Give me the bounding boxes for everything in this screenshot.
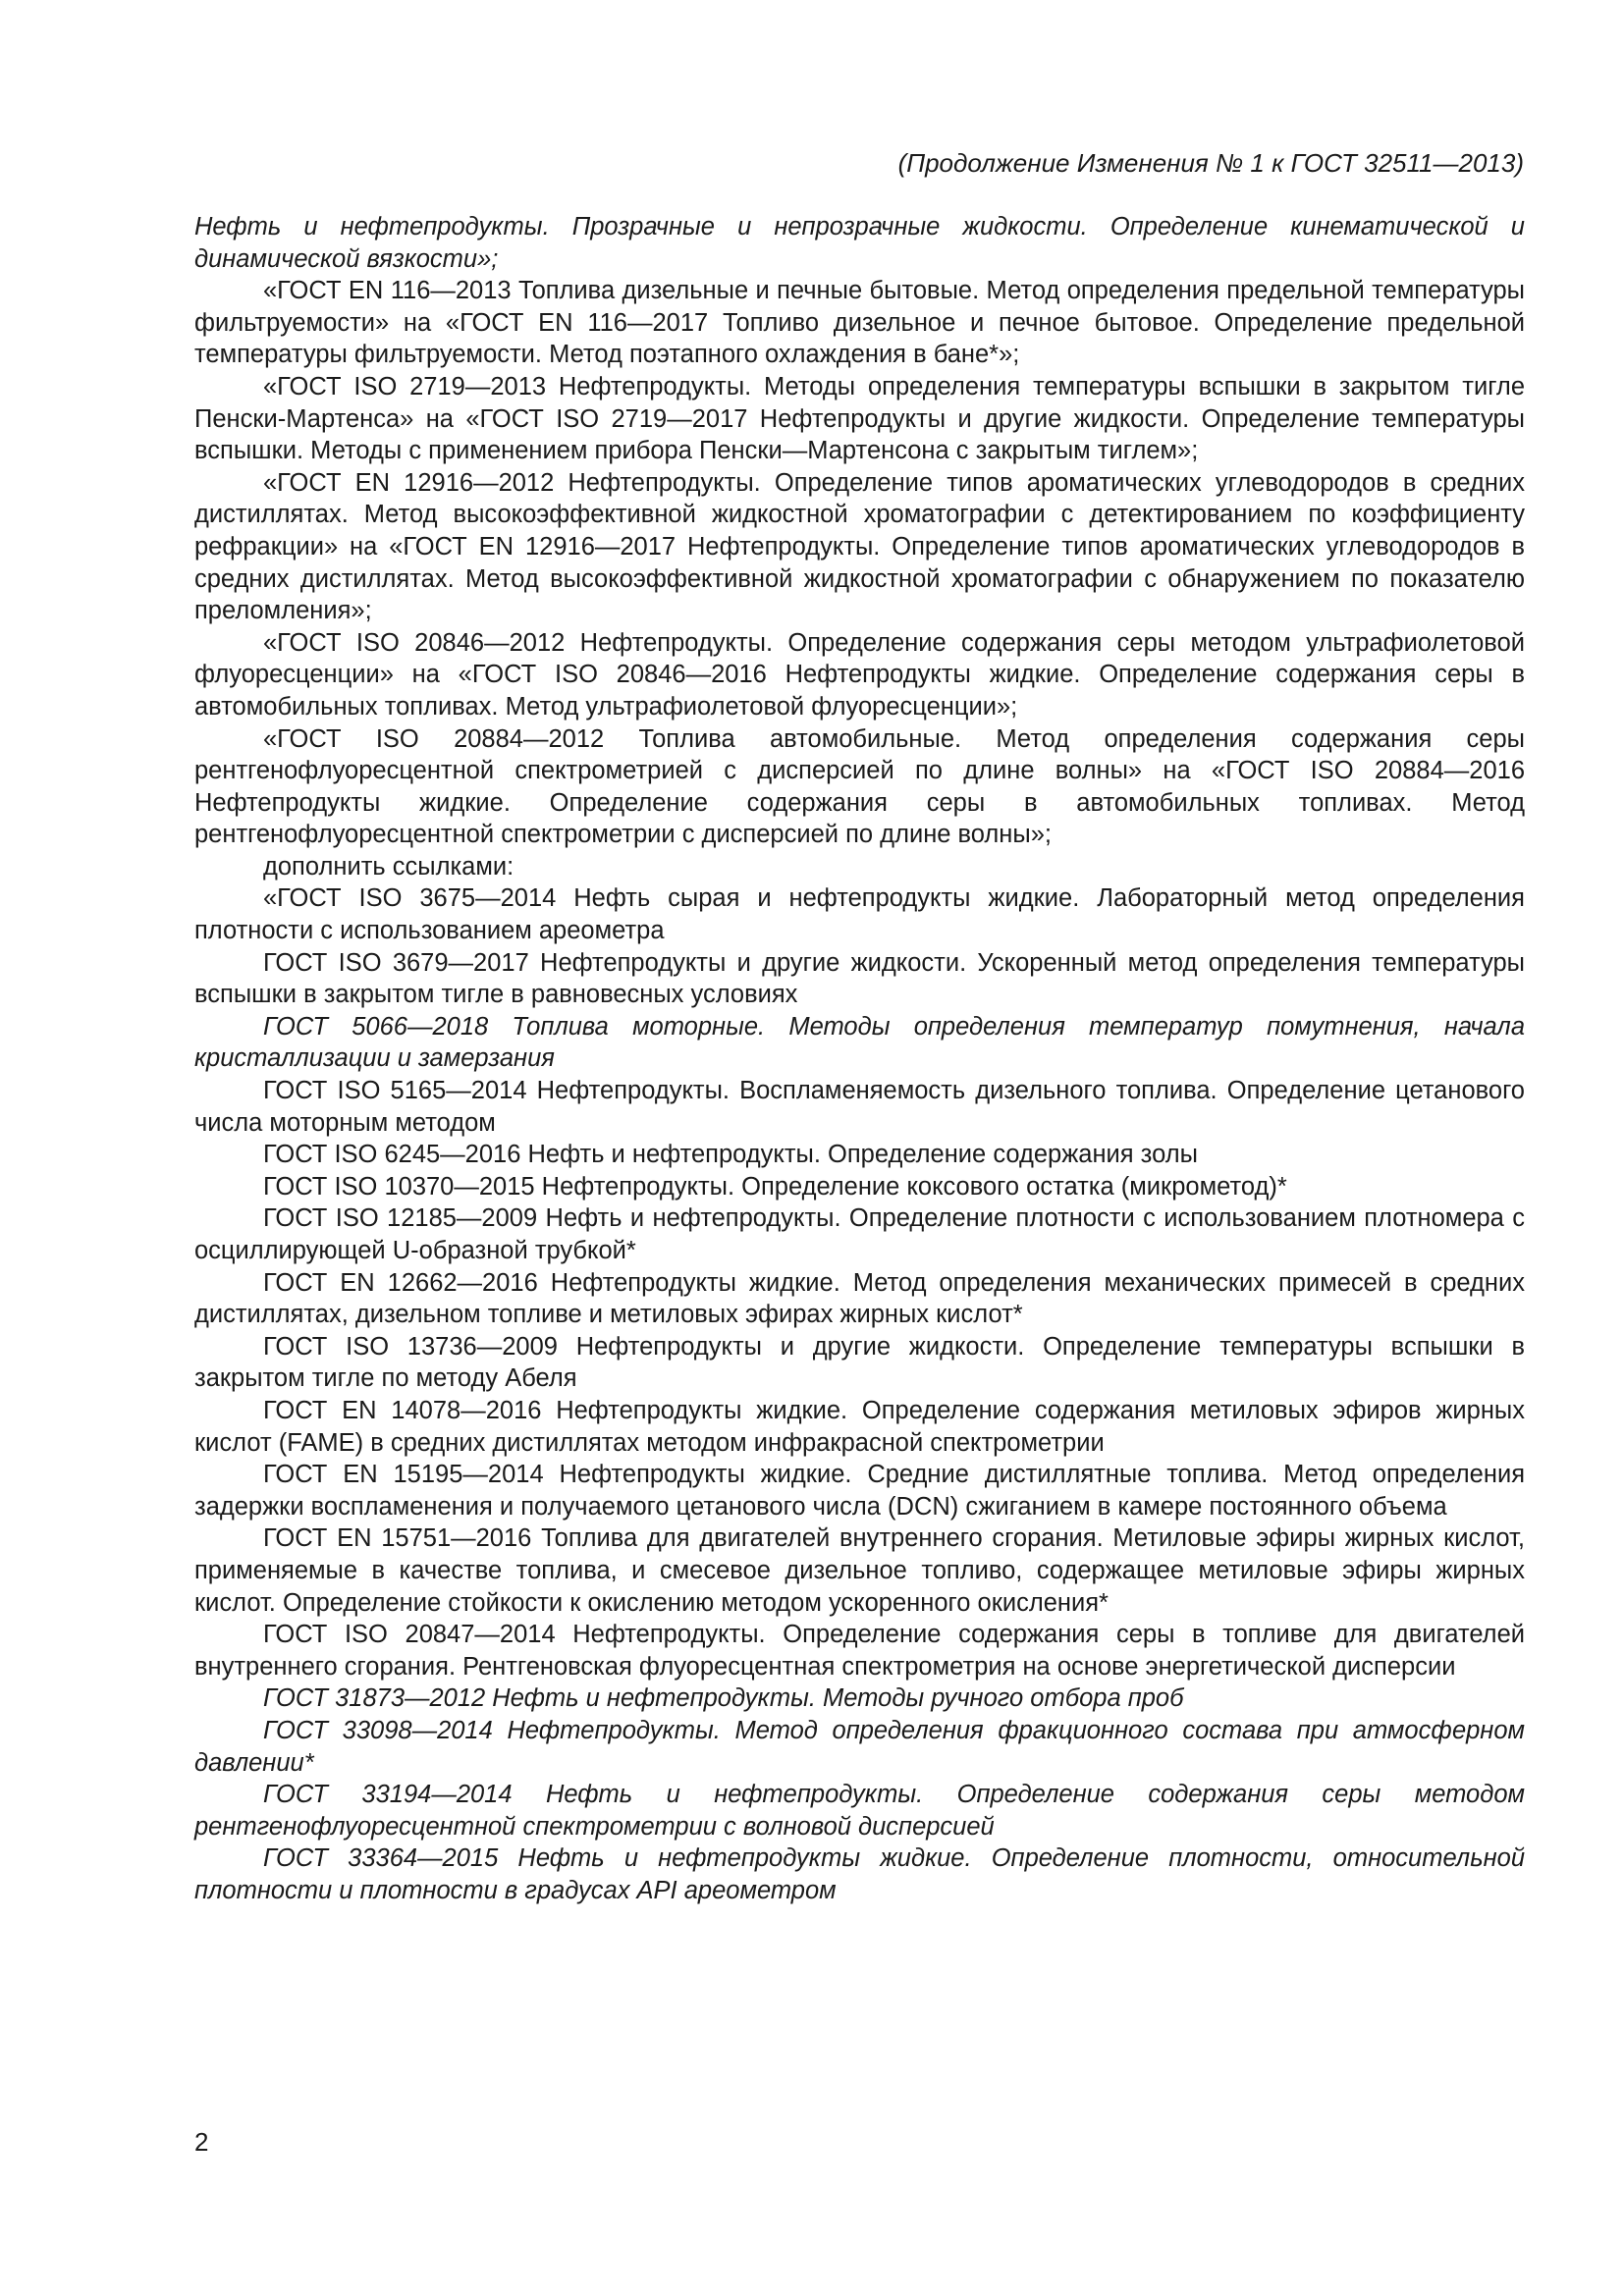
reference-item: ГОСТ EN 15195—2014 Нефтепродукты жидкие. Средние дистиллятные топлива. Метод определения задержки воспламенения и получаемого цетанового числа (DCN) сжиганием в камере постоянного объема xyxy=(194,1461,1525,1521)
paragraph: «ГОСТ EN 12916—2012 Нефтепродукты. Определение типов ароматических углеводородов в средних дистиллятах. Метод высокоэффективной жидкостной хроматографии с детектированием по коэффициенту рефракции» на «ГОСТ EN 12916—2017 Нефтепродукты. Определение типов ароматических углеводородов в средних дистиллятах. Метод высокоэффективной жидкостной хроматографии с обнаружением по показателю преломления»; xyxy=(194,468,1525,625)
document-body xyxy=(194,211,1525,1906)
reference-item: ГОСТ 33098—2014 Нефтепродукты. Метод определения фракционного состава при атмосферном давлении* xyxy=(194,1716,1525,1777)
reference-item: ГОСТ 33364—2015 Нефть и нефтепродукты жидкие. Определение плотности, относительной плотности и плотности в градусах API ареометром xyxy=(194,1844,1525,1904)
page-number: 2 xyxy=(194,2127,209,2157)
paragraph: «ГОСТ ISO 20884—2012 Топлива автомобильные. Метод определения содержания серы рентгенофлуоресцентной спектрометрией с дисперсией по длине волны» на «ГОСТ ISO 20884—2016 Нефтепродукты жидкие. Определение содержания серы в автомобильных топливах. Метод рентгенофлуоресцентной спектрометрии с дисперсией по длине волны»; xyxy=(194,724,1525,849)
reference-item: ГОСТ 33194—2014 Нефть и нефтепродукты. Определение содержания серы методом рентгенофлуоресцентной спектрометрии с волновой дисперсией xyxy=(194,1781,1525,1841)
reference-item: ГОСТ EN 15751—2016 Топлива для двигателей внутреннего сгорания. Метиловые эфиры жирных кислот, применяемые в качестве топлива, и смесевое дизельное топливо, содержащее метиловые эфиры жирных кислот. Определение стойкости к окислению методом ускоренного окисления* xyxy=(194,1524,1525,1617)
reference-item: ГОСТ 31873—2012 Нефть и нефтепродукты. Методы ручного отбора проб xyxy=(263,1684,1184,1713)
reference-item: ГОСТ ISO 12185—2009 Нефть и нефтепродукты. Определение плотности с использованием плотномера с осциллирующей U-образной трубкой* xyxy=(194,1204,1525,1264)
reference-item: ГОСТ ISO 3679—2017 Нефтепродукты и другие жидкости. Ускоренный метод определения температуры вспышки в закрытом тигле в равновесных условиях xyxy=(194,948,1525,1009)
reference-item: «ГОСТ ISO 3675—2014 Нефть сырая и нефтепродукты жидкие. Лабораторный метод определения плотности с использованием ареометра xyxy=(194,884,1525,945)
paragraph: «ГОСТ ISO 20846—2012 Нефтепродукты. Определение содержания серы методом ультрафиолетовой флуоресценции» на «ГОСТ ISO 20846—2016 Нефтепродукты жидкие. Определение содержания серы в автомобильных топливах. Метод ультрафиолетовой флуоресценции»; xyxy=(194,628,1525,721)
reference-item: ГОСТ EN 14078—2016 Нефтепродукты жидкие. Определение содержания метиловых эфиров жирных кислот (FAME) в средних дистиллятах методом инфракрасной спектрометрии xyxy=(194,1396,1525,1457)
reference-item: ГОСТ EN 12662—2016 Нефтепродукты жидкие. Метод определения механических примесей в средних дистиллятах, дизельном топливе и метиловых эфирах жирных кислот* xyxy=(194,1268,1525,1329)
reference-item: ГОСТ 5066—2018 Топлива моторные. Методы определения температур помутнения, начала кристаллизации и замерзания xyxy=(194,1012,1525,1073)
reference-item: ГОСТ ISO 13736—2009 Нефтепродукты и другие жидкости. Определение температуры вспышки в закрытом тигле по методу Абеля xyxy=(194,1332,1525,1393)
reference-item: ГОСТ ISO 10370—2015 Нефтепродукты. Определение коксового остатка (микрометод)* xyxy=(263,1172,1287,1201)
reference-item: ГОСТ ISO 20847—2014 Нефтепродукты. Определение содержания серы в топливе для двигателей внутреннего сгорания. Рентгеновская флуоресцентная спектрометрия на основе энергетической дисперсии xyxy=(194,1621,1525,1681)
paragraph: Нефть и нефтепродукты. Прозрачные и непрозрачные жидкости. Определение кинематической и динамической вязкости»; xyxy=(194,213,1525,273)
continuation-header: (Продолжение Изменения № 1 к ГОСТ 32511—2013) xyxy=(897,148,1524,178)
paragraph: «ГОСТ ISO 2719—2013 Нефтепродукты. Методы определения температуры вспышки в закрытом тигле Пенски-Мартенса» на «ГОСТ ISO 2719—2017 Нефтепродукты и другие жидкости. Определение температуры вспышки. Методы с применением прибора Пенски—Мартенсона с закрытым тиглем»; xyxy=(194,372,1525,465)
paragraph: «ГОСТ EN 116—2013 Топлива дизельные и печные бытовые. Метод определения предельной температуры фильтруемости» на «ГОСТ EN 116—2017 Топливо дизельное и печное бытовое. Определение предельной температуры фильтруемости. Метод поэтапного охлаждения в бане*»; xyxy=(194,277,1525,369)
paragraph: дополнить ссылками: xyxy=(263,852,514,881)
reference-item: ГОСТ ISO 6245—2016 Нефть и нефтепродукты. Определение содержания золы xyxy=(263,1141,1198,1169)
reference-item: ГОСТ ISO 5165—2014 Нефтепродукты. Воспламеняемость дизельного топлива. Определение цетанового числа моторным методом xyxy=(194,1077,1525,1137)
